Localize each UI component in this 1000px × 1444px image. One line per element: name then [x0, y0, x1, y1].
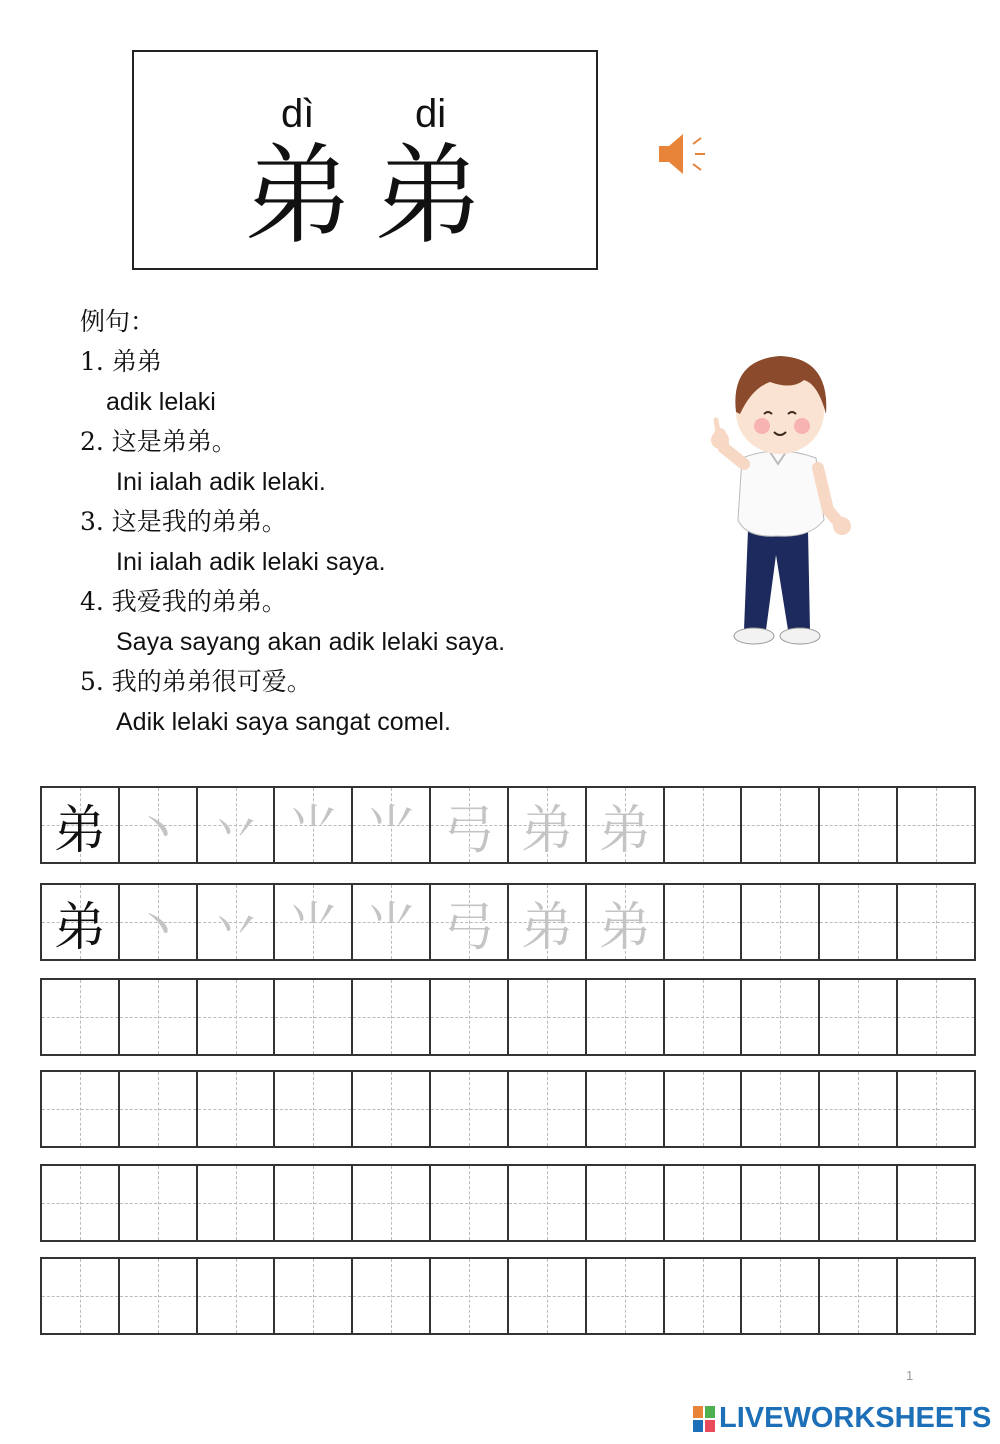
- page-number: 1: [906, 1368, 914, 1383]
- practice-cell[interactable]: [587, 885, 665, 959]
- example-zh-2: 2. 这是弟弟。: [80, 427, 237, 456]
- practice-cell[interactable]: [509, 788, 587, 862]
- practice-cell[interactable]: [353, 788, 431, 862]
- practice-cell[interactable]: [120, 788, 198, 862]
- stroke-step-character: 弟: [598, 897, 651, 958]
- example-ms-5: Adik lelaki saya sangat comel.: [116, 708, 451, 736]
- speaker-icon[interactable]: [655, 128, 715, 180]
- practice-cell[interactable]: [898, 980, 974, 1054]
- practice-cell[interactable]: [275, 788, 353, 862]
- practice-cell[interactable]: [42, 885, 120, 959]
- practice-cell[interactable]: [898, 885, 974, 959]
- practice-cell[interactable]: [275, 885, 353, 959]
- stroke-step-character: 弓: [443, 800, 496, 861]
- example-zh-5: 5. 我的弟弟很可爱。: [80, 667, 312, 696]
- practice-cell[interactable]: [898, 1259, 974, 1333]
- stroke-step-character: ⺌: [287, 897, 340, 958]
- practice-cell[interactable]: [820, 1166, 898, 1240]
- example-ms-3: Ini ialah adik lelaki saya.: [116, 548, 386, 576]
- practice-cell[interactable]: [742, 788, 820, 862]
- practice-cell[interactable]: [275, 1072, 353, 1146]
- pinyin-1: dì: [281, 92, 315, 136]
- boy-illustration: [700, 340, 860, 650]
- example-ms-1: adik lelaki: [106, 388, 216, 416]
- practice-cell[interactable]: [820, 788, 898, 862]
- practice-cell[interactable]: [431, 788, 509, 862]
- practice-cell[interactable]: [509, 980, 587, 1054]
- practice-cell[interactable]: [353, 1166, 431, 1240]
- stroke-step-character: 丶: [131, 800, 184, 861]
- practice-cell[interactable]: [509, 885, 587, 959]
- practice-cell[interactable]: [587, 1166, 665, 1240]
- word-card: [132, 50, 598, 270]
- practice-cell[interactable]: [198, 1259, 276, 1333]
- practice-cell[interactable]: [431, 1259, 509, 1333]
- practice-cell[interactable]: [353, 980, 431, 1054]
- practice-row-2: [40, 883, 976, 961]
- practice-cell[interactable]: [275, 980, 353, 1054]
- practice-cell[interactable]: [198, 1072, 276, 1146]
- practice-cell[interactable]: [665, 885, 743, 959]
- practice-cell[interactable]: [587, 980, 665, 1054]
- pinyin-2: di: [415, 92, 447, 136]
- practice-cell[interactable]: [120, 1166, 198, 1240]
- stroke-step-character: 丷: [209, 897, 262, 958]
- practice-cell[interactable]: [198, 885, 276, 959]
- practice-row-1: [40, 786, 976, 864]
- practice-cell[interactable]: [120, 885, 198, 959]
- practice-cell[interactable]: [665, 980, 743, 1054]
- stroke-step-character: ⺌: [365, 800, 418, 861]
- example-ms-2: Ini ialah adik lelaki.: [116, 468, 326, 496]
- example-zh-4: 4. 我爱我的弟弟。: [80, 587, 287, 616]
- practice-cell[interactable]: [898, 1166, 974, 1240]
- practice-cell[interactable]: [198, 980, 276, 1054]
- stroke-step-character: 弟: [520, 897, 573, 958]
- practice-cell[interactable]: [742, 1166, 820, 1240]
- practice-cell[interactable]: [587, 788, 665, 862]
- example-sentences: [80, 302, 700, 742]
- practice-row-6: [40, 1257, 976, 1335]
- practice-cell[interactable]: [898, 788, 974, 862]
- liveworksheets-logo[interactable]: [693, 1402, 991, 1435]
- practice-cell[interactable]: [509, 1259, 587, 1333]
- practice-cell[interactable]: [742, 1259, 820, 1333]
- practice-cell[interactable]: [431, 885, 509, 959]
- practice-cell[interactable]: [353, 1259, 431, 1333]
- brand-text: LIVEWORKSHEETS: [719, 1402, 992, 1434]
- practice-cell[interactable]: [742, 1072, 820, 1146]
- practice-cell[interactable]: [42, 980, 120, 1054]
- stroke-step-character: 弟: [520, 800, 573, 861]
- practice-cell[interactable]: [587, 1072, 665, 1146]
- practice-cell[interactable]: [198, 788, 276, 862]
- example-ms-4: Saya sayang akan adik lelaki saya.: [116, 628, 506, 656]
- practice-cell[interactable]: [431, 980, 509, 1054]
- practice-cell[interactable]: [120, 1259, 198, 1333]
- practice-cell[interactable]: [42, 1259, 120, 1333]
- stroke-step-character: ⺌: [365, 897, 418, 958]
- practice-cell[interactable]: [665, 1166, 743, 1240]
- practice-cell[interactable]: [42, 788, 120, 862]
- practice-cell[interactable]: [742, 885, 820, 959]
- practice-row-5: [40, 1164, 976, 1242]
- practice-cell[interactable]: [42, 1072, 120, 1146]
- stroke-step-character: 丶: [131, 897, 184, 958]
- practice-cell[interactable]: [275, 1259, 353, 1333]
- practice-cell[interactable]: [665, 1259, 743, 1333]
- example-zh-1: 1. 弟弟: [80, 347, 162, 376]
- practice-cell[interactable]: [587, 1259, 665, 1333]
- practice-cell[interactable]: [820, 980, 898, 1054]
- practice-cell[interactable]: [742, 980, 820, 1054]
- stroke-step-character: 丷: [209, 800, 262, 861]
- logo-icon: [693, 1406, 715, 1432]
- practice-cell[interactable]: [898, 1072, 974, 1146]
- hanzi-2: 弟: [374, 134, 483, 259]
- practice-cell[interactable]: [120, 1072, 198, 1146]
- practice-cell[interactable]: [431, 1166, 509, 1240]
- model-character: 弟: [53, 800, 106, 861]
- practice-cell[interactable]: [820, 1072, 898, 1146]
- practice-cell[interactable]: [198, 1166, 276, 1240]
- hanzi-1: 弟: [244, 134, 353, 259]
- practice-cell[interactable]: [431, 1072, 509, 1146]
- practice-cell[interactable]: [120, 980, 198, 1054]
- examples-heading: 例句：: [80, 307, 156, 336]
- stroke-step-character: 弓: [443, 897, 496, 958]
- practice-cell[interactable]: [820, 885, 898, 959]
- model-character: 弟: [53, 897, 106, 958]
- stroke-step-character: 弟: [598, 800, 651, 861]
- practice-cell[interactable]: [820, 1259, 898, 1333]
- stroke-step-character: ⺌: [287, 800, 340, 861]
- practice-row-3: [40, 978, 976, 1056]
- practice-cell[interactable]: [353, 885, 431, 959]
- practice-row-4: [40, 1070, 976, 1148]
- practice-cell[interactable]: [509, 1072, 587, 1146]
- practice-cell[interactable]: [509, 1166, 587, 1240]
- example-zh-3: 3. 这是我的弟弟。: [80, 507, 287, 536]
- practice-cell[interactable]: [665, 788, 743, 862]
- practice-cell[interactable]: [665, 1072, 743, 1146]
- practice-cell[interactable]: [42, 1166, 120, 1240]
- practice-cell[interactable]: [353, 1072, 431, 1146]
- practice-cell[interactable]: [275, 1166, 353, 1240]
